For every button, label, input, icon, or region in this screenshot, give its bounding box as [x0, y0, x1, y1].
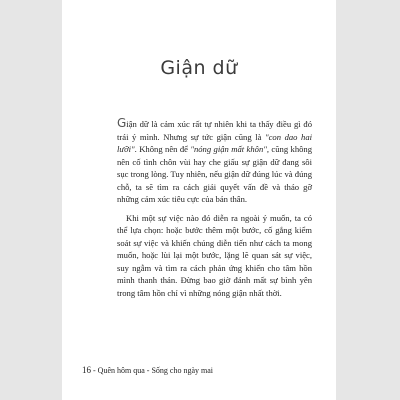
book-title: Quên hôm qua - Sống cho ngày mai — [97, 366, 213, 375]
paragraph-1 — [117, 117, 312, 206]
drop-cap: G — [117, 116, 127, 130]
paragraph-1-text-a: iận dữ là cảm xúc rất tự nhiên khi ta thấy điều gì đó trái ý mình. Nhưng sự tức giận cũng là — [117, 119, 312, 142]
paragraph-1-text-b: . Không nên để — [134, 144, 191, 154]
footer-separator: - — [91, 366, 98, 375]
page-footer — [82, 365, 213, 375]
paragraph-2: Khi một sự việc nào đó diễn ra ngoài ý muốn, ta có thể lựa chọn: hoặc bước thêm một bước, cố gắng kiểm soát sự việc và khiến chúng diễn tiến như cách ta mong muốn, hoặc lùi lại một bước, lặng lẽ quan sát sự việc, suy ngẫm và tìm ra cách phản ứng khiến cho tâm hồn mình thanh thản. Đừng bao giờ đánh mất sự bình yên trong tâm hồn chỉ vì những nóng giận nhất thời. — [117, 212, 312, 298]
quote-double-edged-sword: "con dao hai lưỡi" — [117, 131, 313, 154]
body-text — [117, 117, 312, 305]
book-page — [62, 0, 336, 400]
quote-anger-loses-wisdom: "nóng giận mất khôn" — [190, 144, 267, 154]
chapter-title: Giận dữ — [160, 57, 238, 79]
paragraph-1-text-c: , cũng không nên cố tình chôn vùi hay che giấu sự giận dữ đang sôi sục trong lòng. Tuy nhiên, nếu giận dữ đúng lúc và đúng chỗ, ta sẽ tìm ra cách giải quyết vấn đề và tháo gỡ những cảm xúc tiêu cực của bản thân. — [117, 144, 313, 204]
page-number: 16 — [82, 365, 91, 375]
